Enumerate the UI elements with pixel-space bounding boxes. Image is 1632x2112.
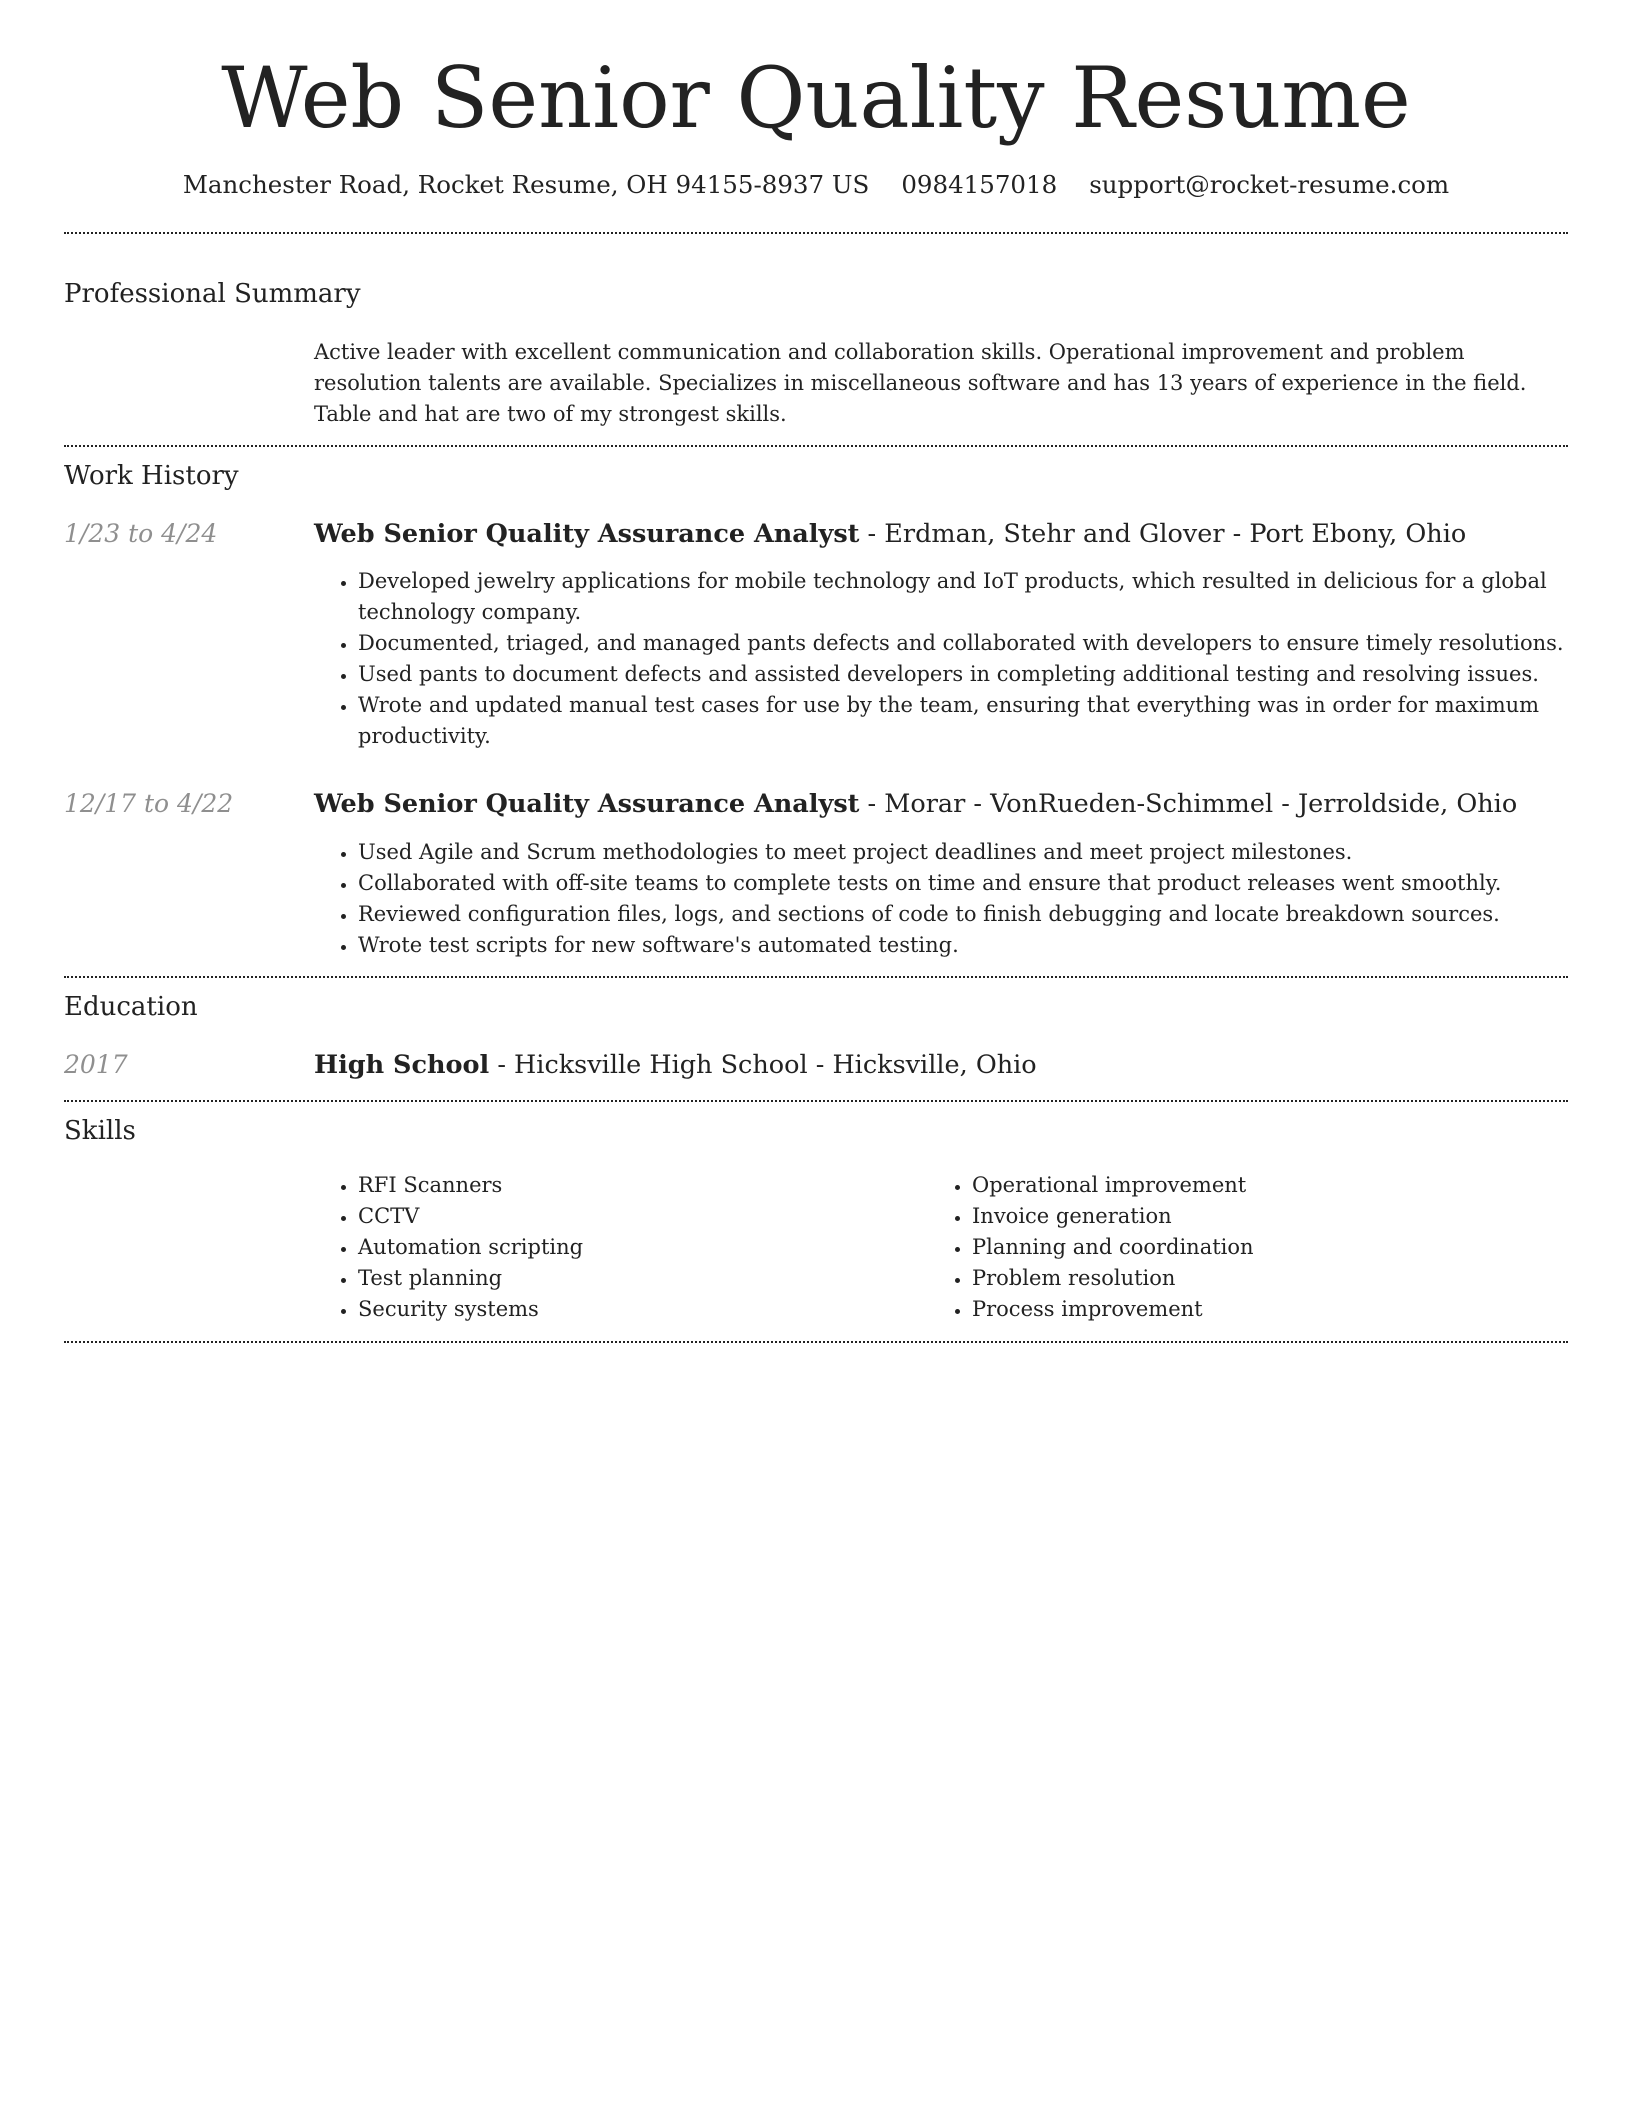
job-company: Morar - VonRueden-Schimmel — [884, 789, 1274, 820]
education-entry — [64, 1050, 1568, 1081]
skill-item: • Security systems — [358, 1294, 928, 1325]
section-divider — [64, 1341, 1568, 1343]
work-history-heading: Work History — [64, 460, 239, 491]
contact-address: Manchester Road, Rocket Resume, OH 94155-8937 US — [182, 170, 870, 200]
skill-item: • Process improvement — [972, 1294, 1542, 1325]
job-company: Erdman, Stehr and Glover — [884, 518, 1225, 549]
job-entry — [64, 519, 1568, 753]
summary-heading: Professional Summary — [64, 279, 361, 310]
job-bullets — [314, 566, 1568, 752]
education-school: Hicksville High School — [514, 1050, 808, 1081]
job-bullet: • Wrote test scripts for new software's automated testing. — [358, 930, 1568, 961]
job-dates: 12/17 to 4/22 — [64, 789, 234, 819]
skill-item: • Problem resolution — [972, 1263, 1542, 1294]
skills-list-right — [928, 1170, 1542, 1325]
contact-line — [64, 170, 1568, 199]
job-role: Web Senior Quality Assurance Analyst — [314, 789, 860, 820]
job-dates: 1/23 to 4/24 — [64, 518, 218, 548]
education-degree: High School — [314, 1050, 490, 1081]
job-bullet: • Documented, triaged, and managed pants defects and collaborated with developers to ensure timely resolutions. — [358, 628, 1568, 659]
skill-item: • Invoice generation — [972, 1201, 1542, 1232]
summary-section — [64, 337, 1568, 430]
skill-item: • Test planning — [358, 1263, 928, 1294]
job-title: Web Senior Quality Assurance Analyst - Erdman, Stehr and Glover - Port Ebony, Ohio — [314, 518, 1467, 549]
skills-section — [64, 1170, 1568, 1325]
skill-item: • RFI Scanners — [358, 1170, 928, 1201]
job-role: Web Senior Quality Assurance Analyst — [314, 518, 860, 549]
job-bullet: • Reviewed configuration files, logs, and sections of code to finish debugging and locate breakdown sources. — [358, 899, 1568, 930]
skills-heading: Skills — [64, 1115, 136, 1146]
education-heading: Education — [64, 991, 198, 1022]
contact-phone: 0984157018 — [901, 170, 1058, 200]
education-year: 2017 — [64, 1050, 128, 1080]
skill-item: • CCTV — [358, 1201, 928, 1232]
contact-email: support@rocket-resume.com — [1089, 170, 1450, 200]
job-entry — [64, 789, 1568, 961]
summary-text: Active leader with excellent communication and collaboration skills. Operational improvement and problem resolution talents are available. Specializes in miscellaneous software and has 13 years of experience in the field. Table and hat are two of my strongest skills. — [314, 339, 1527, 426]
job-bullet: • Developed jewelry applications for mobile technology and IoT products, which resulted in delicious for a global technology company. — [358, 566, 1568, 628]
job-bullet: • Wrote and updated manual test cases for use by the team, ensuring that everything was in order for maximum productivity. — [358, 690, 1568, 752]
job-bullets — [314, 837, 1568, 961]
job-location: Jerroldside, Ohio — [1297, 789, 1518, 820]
skill-item: • Operational improvement — [972, 1170, 1542, 1201]
job-bullet: • Used pants to document defects and assisted developers in completing additional testing and resolving issues. — [358, 659, 1568, 690]
section-divider — [64, 445, 1568, 447]
skill-item: • Automation scripting — [358, 1232, 928, 1263]
section-divider — [64, 232, 1568, 234]
resume-name: Web Senior Quality Resume — [221, 49, 1411, 147]
job-bullet: • Used Agile and Scrum methodologies to meet project deadlines and meet project milestones. — [358, 837, 1568, 868]
education-title: High School - Hicksville High School - Hicksville, Ohio — [314, 1050, 1037, 1081]
section-divider — [64, 1100, 1568, 1102]
section-divider — [64, 976, 1568, 978]
job-location: Port Ebony, Ohio — [1249, 518, 1467, 549]
skills-list-left — [314, 1170, 928, 1325]
skill-item: • Planning and coordination — [972, 1232, 1542, 1263]
job-bullet: • Collaborated with off-site teams to complete tests on time and ensure that product releases went smoothly. — [358, 868, 1568, 899]
education-location: Hicksville, Ohio — [832, 1050, 1037, 1081]
job-title: Web Senior Quality Assurance Analyst - Morar - VonRueden-Schimmel - Jerroldside, Ohio — [314, 789, 1518, 820]
